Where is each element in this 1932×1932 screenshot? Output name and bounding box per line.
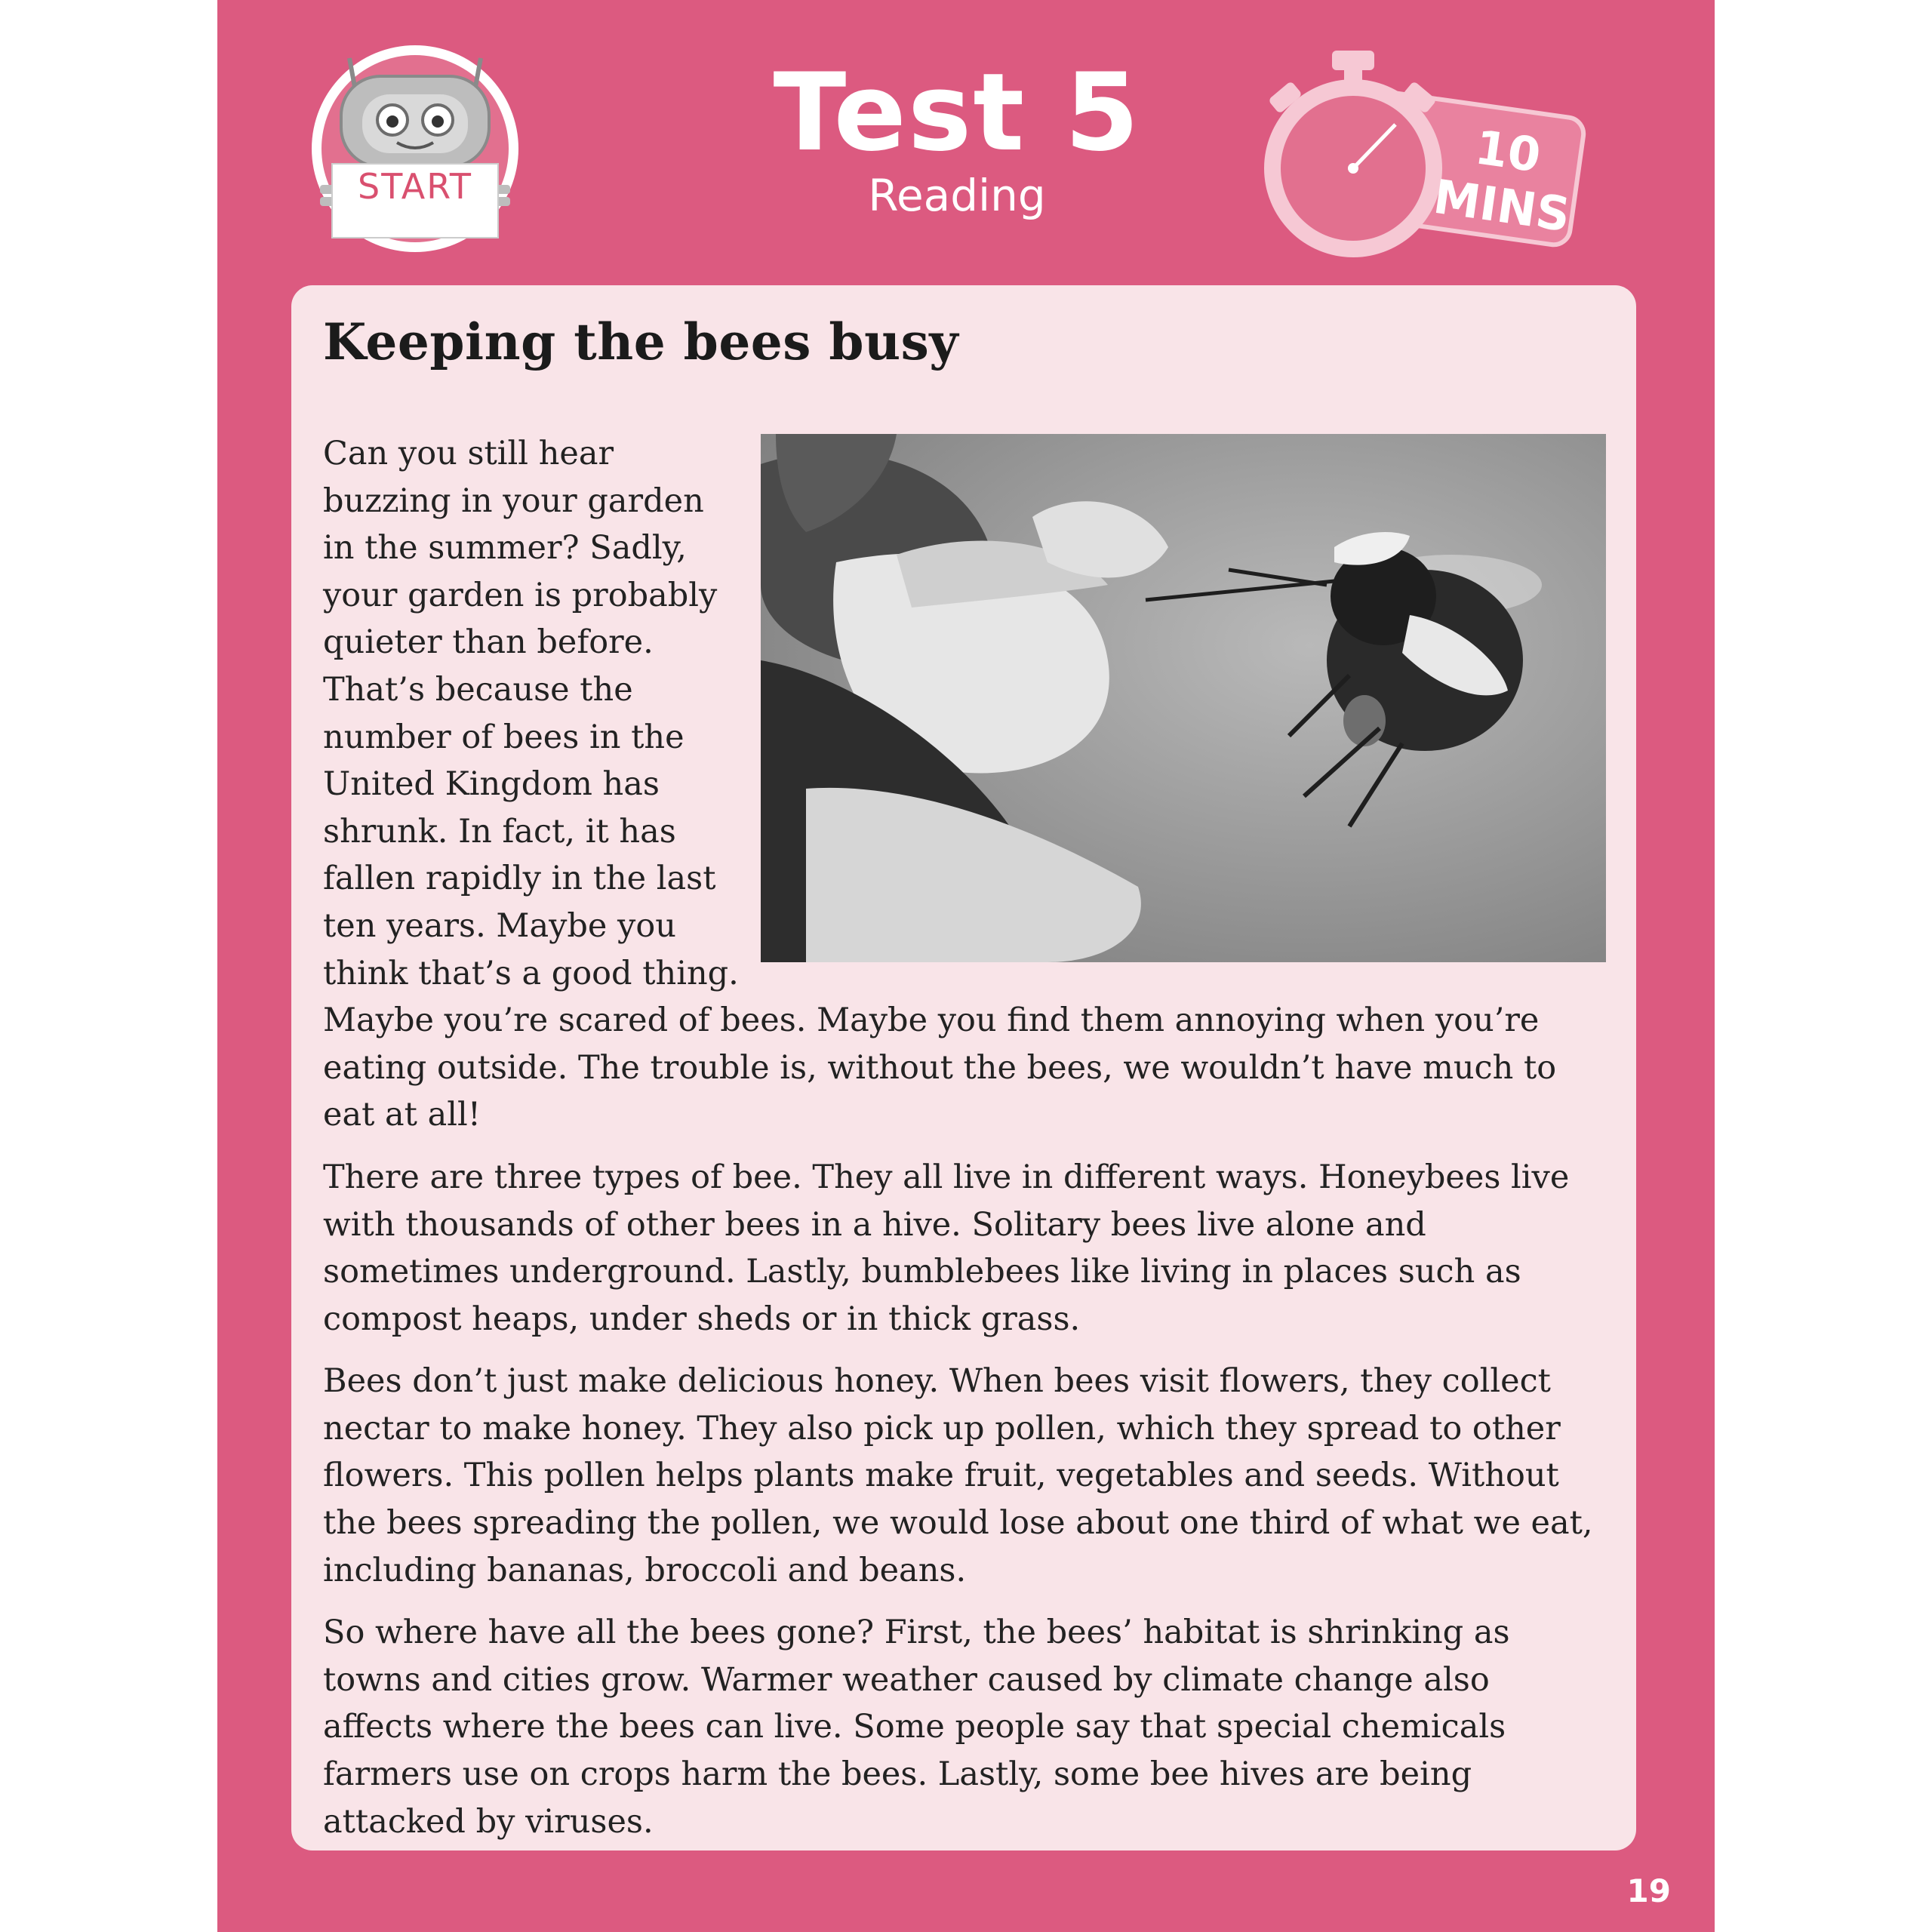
paragraph: So where have all the bees gone? First, the bees’ habitat is shrinking as towns and cities grow. Warmer weather caused by climate change also affects where the bees can live. Some people say that special chemicals farmers use on crops harm the bees. Lastly, some bee hives are being attacked by viruses. bbox=[323, 1614, 1510, 1841]
article-body bbox=[323, 430, 1606, 1860]
stopwatch-icon bbox=[1264, 51, 1442, 257]
test-header bbox=[580, 53, 1334, 222]
timer-unit: MINS bbox=[1430, 168, 1574, 243]
paragraph: Can you still hear buzzing in your garden in the summer? Sadly, your garden is probably quieter than before. That’s because the number of bees in the United Kingdom has shrunk. In fact, it has fallen rapidly in the last ten years. Maybe you think that’s a good thing. Maybe you’re scared of bees. Maybe you find them annoying when you’re eating outside. The trouble is, without the bees, we wouldn’t have much to eat at all! bbox=[323, 435, 1557, 1134]
paragraph: There are three types of bee. They all live in different ways. Honeybees live with thousands of other bees in a hive. Solitary bees live alone and sometimes underground. Lastly, bumblebees like living in places such as compost heaps, under sheds or in thick grass. bbox=[323, 1158, 1570, 1338]
bee-photo bbox=[761, 434, 1606, 962]
page-subtitle: Reading bbox=[868, 170, 1046, 221]
page-number: 19 bbox=[1626, 1872, 1671, 1909]
reading-card bbox=[291, 285, 1636, 1850]
robot-start-badge bbox=[308, 42, 523, 257]
page-title: Test 5 bbox=[773, 51, 1141, 175]
timer-number: 10 bbox=[1472, 119, 1544, 183]
paragraph: Bees don’t just make delicious honey. When bees visit flowers, they collect nectar to make honey. They also pick up pollen, which they spread to other flowers. This pollen helps plants make fruit, vegetables and seeds. Without the bees spreading the pollen, we would lose about one third of what we eat, including bananas, broccoli and beans. bbox=[323, 1362, 1593, 1589]
start-badge-label: START bbox=[358, 166, 472, 207]
worksheet-page bbox=[217, 0, 1715, 1932]
article-title: Keeping the bees busy bbox=[323, 312, 959, 371]
